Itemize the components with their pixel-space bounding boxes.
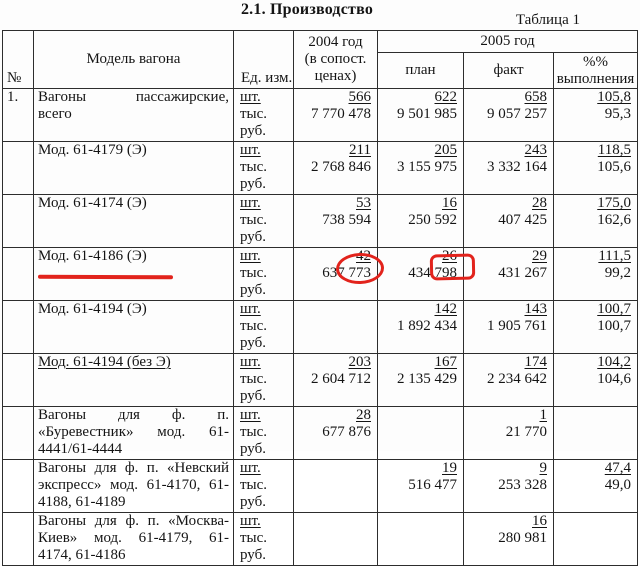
- value-plan-cell: 19 516 477: [378, 460, 464, 513]
- row-number-cell: [3, 142, 34, 195]
- unit-cell: шт. тыс. руб.: [234, 513, 294, 566]
- row-number-cell: 1.: [3, 89, 34, 142]
- header-unit: Ед. изм.: [234, 31, 294, 89]
- table-caption: Таблица 1: [515, 12, 580, 28]
- value-plan-cell: 167 2 135 429: [378, 354, 464, 407]
- unit-cell: шт. тыс. руб.: [234, 248, 294, 301]
- value-pct-cell: 118,5 105,6: [554, 142, 638, 195]
- value-pct-cell: 175,0 162,6: [554, 195, 638, 248]
- row-number-cell: [3, 354, 34, 407]
- row-number-cell: [3, 513, 34, 566]
- table-row: [3, 248, 638, 301]
- unit-cell: шт. тыс. руб.: [234, 195, 294, 248]
- value-plan-cell: [378, 513, 464, 566]
- production-table: [2, 30, 638, 566]
- value-2004-cell: 211 2 768 846: [294, 142, 378, 195]
- table-row: [3, 407, 638, 460]
- value-pct-cell: 100,7 100,7: [554, 301, 638, 354]
- value-pct-cell: 111,5 99,2: [554, 248, 638, 301]
- value-fact-cell: 243 3 332 164: [464, 142, 554, 195]
- header-model: Модель вагона: [34, 31, 234, 89]
- model-cell: Вагоны пассажирские, всего: [34, 89, 234, 142]
- value-fact-cell: 16 280 981: [464, 513, 554, 566]
- value-fact-cell: 28 407 425: [464, 195, 554, 248]
- section-title: 2.1. Производство: [240, 1, 374, 18]
- value-fact-cell: 9 253 328: [464, 460, 554, 513]
- model-cell: Мод. 61-4174 (Э): [34, 195, 234, 248]
- model-cell: Вагоны для ф. п. «Буревестник» мод. 61- 4441/61-4444: [34, 407, 234, 460]
- unit-cell: шт. тыс. руб.: [234, 460, 294, 513]
- table-row: [3, 354, 638, 407]
- table-row: [3, 513, 638, 566]
- value-fact-cell: 1 21 770: [464, 407, 554, 460]
- model-cell: Мод. 61-4186 (Э): [34, 248, 234, 301]
- model-cell: Мод. 61-4179 (Э): [34, 142, 234, 195]
- value-2004-cell: [294, 460, 378, 513]
- value-fact-cell: 658 9 057 257: [464, 89, 554, 142]
- table-row: [3, 301, 638, 354]
- model-cell: Мод. 61-4194 (без Э): [34, 354, 234, 407]
- header-fact: факт: [464, 53, 554, 89]
- row-number-cell: [3, 195, 34, 248]
- header-plan: план: [378, 53, 464, 89]
- value-fact-cell: 143 1 905 761: [464, 301, 554, 354]
- value-pct-cell: 104,2 104,6: [554, 354, 638, 407]
- row-number-cell: [3, 460, 34, 513]
- value-plan-cell: 26 434 798: [378, 248, 464, 301]
- header-percent-completion: %% выполнения: [554, 53, 638, 89]
- table-row: [3, 89, 638, 142]
- value-fact-cell: 174 2 234 642: [464, 354, 554, 407]
- row-number-cell: [3, 248, 34, 301]
- header-year-2005: 2005 год: [378, 31, 638, 53]
- unit-cell: шт. тыс. руб.: [234, 89, 294, 142]
- value-plan-cell: 205 3 155 975: [378, 142, 464, 195]
- header-number: №: [3, 31, 34, 89]
- table-row: [3, 195, 638, 248]
- value-plan-cell: 16 250 592: [378, 195, 464, 248]
- row-number-cell: [3, 407, 34, 460]
- table-header: [3, 31, 638, 89]
- value-plan-cell: [378, 407, 464, 460]
- header-year-2004: 2004 год (в сопост. ценах): [294, 31, 378, 89]
- value-2004-cell: 42 637 773: [294, 248, 378, 301]
- value-plan-cell: 142 1 892 434: [378, 301, 464, 354]
- unit-cell: шт. тыс. руб.: [234, 301, 294, 354]
- unit-cell: шт. тыс. руб.: [234, 142, 294, 195]
- value-2004-cell: 203 2 604 712: [294, 354, 378, 407]
- value-2004-cell: [294, 301, 378, 354]
- value-fact-cell: 29 431 267: [464, 248, 554, 301]
- value-pct-cell: [554, 407, 638, 460]
- unit-cell: шт. тыс. руб.: [234, 354, 294, 407]
- value-2004-cell: 53 738 594: [294, 195, 378, 248]
- table-row: [3, 460, 638, 513]
- unit-cell: шт. тыс. руб.: [234, 407, 294, 460]
- value-pct-cell: 47,4 49,0: [554, 460, 638, 513]
- value-pct-cell: 105,8 95,3: [554, 89, 638, 142]
- model-cell: Вагоны для ф. п. «Невский экспресс» мод. 61-4170, 61- 4188, 61-4189: [34, 460, 234, 513]
- value-plan-cell: 622 9 501 985: [378, 89, 464, 142]
- table-body: [3, 89, 638, 566]
- value-pct-cell: [554, 513, 638, 566]
- value-2004-cell: [294, 513, 378, 566]
- table-row: [3, 142, 638, 195]
- row-number-cell: [3, 301, 34, 354]
- model-cell: Мод. 61-4194 (Э): [34, 301, 234, 354]
- value-2004-cell: 566 7 770 478: [294, 89, 378, 142]
- value-2004-cell: 28 677 876: [294, 407, 378, 460]
- model-cell: Вагоны для ф. п. «Москва- Киев» мод. 61-4179, 61- 4174, 61-4186: [34, 513, 234, 566]
